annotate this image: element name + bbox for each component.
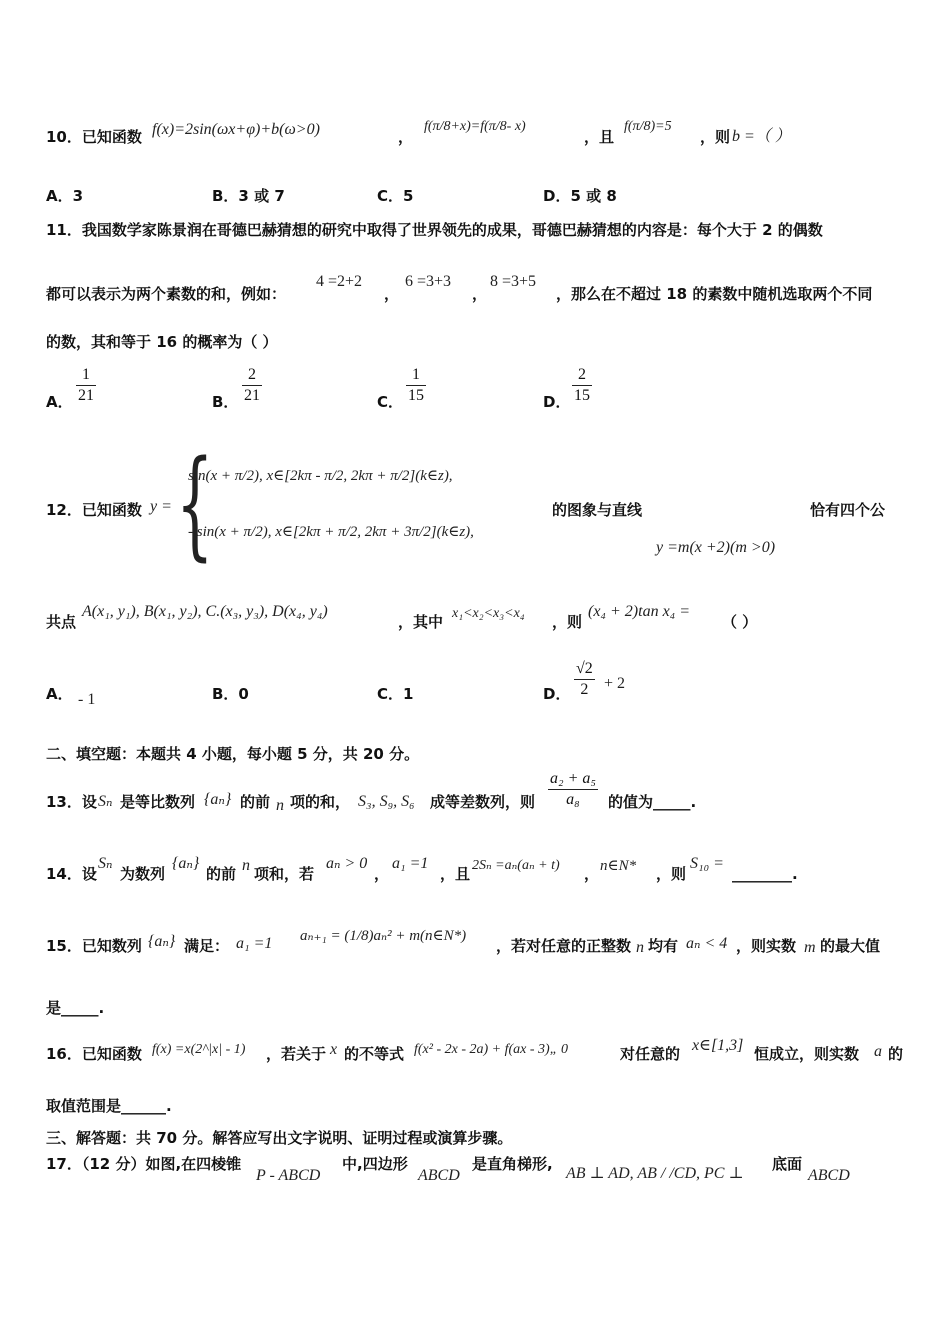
q11-line1: 11．我国数学家陈景润在哥德巴赫猜想的研究中取得了世界领先的成果，哥德巴赫猜想的内容是：每个大于 2 的偶数 bbox=[46, 221, 823, 239]
q11-line2a: 都可以表示为两个素数的和，例如： bbox=[46, 285, 287, 303]
q10-option-c[interactable]: C．5 bbox=[377, 187, 414, 205]
q12-option-d-frac: √2 2 bbox=[576, 660, 593, 698]
q13-frac: a₂ + a₅ a₈ bbox=[550, 770, 596, 808]
q10-eq2: f(π/8)=5 bbox=[624, 119, 672, 134]
q14-a: 14．设 bbox=[46, 865, 97, 883]
q15-an: {aₙ} bbox=[148, 933, 176, 950]
q14-b: 为数列 bbox=[120, 865, 166, 883]
q15-f: 的最大值 bbox=[820, 937, 881, 955]
q12-option-c[interactable]: C．1 bbox=[377, 685, 414, 703]
q13-n: n bbox=[276, 797, 284, 814]
q13-sn: Sₙ bbox=[98, 793, 113, 810]
q14-s10: S₁₀ = bbox=[690, 855, 724, 872]
q14-cond1: aₙ > 0 bbox=[326, 855, 368, 872]
q17-c: 是直角梯形, bbox=[472, 1155, 553, 1173]
q13-a: 13．设 bbox=[46, 793, 97, 811]
q15-g[interactable]: 是_____. bbox=[46, 999, 105, 1017]
q12-y: y = bbox=[150, 498, 172, 515]
q14-sn: Sₙ bbox=[98, 855, 113, 872]
q16-g[interactable]: 取值范围是______. bbox=[46, 1097, 172, 1115]
q15-rec: aₙ₊₁ = (1/8)aₙ² + m(n∈N*) bbox=[300, 928, 467, 944]
q16-x: x bbox=[330, 1041, 338, 1058]
q10-number: 10．已知函数 bbox=[46, 128, 142, 146]
section3-heading: 三、解答题：共 70 分。解答应写出文字说明、证明过程或演算步骤。 bbox=[46, 1129, 513, 1147]
q15-e: ，则实数 bbox=[736, 937, 797, 955]
q12-points: A(x₁, y₁), B(x₁, y₂), C.(x₃, y₃), D(x₄, y₄) bbox=[82, 603, 328, 620]
q17-abcd: ABCD bbox=[418, 1167, 460, 1184]
q10-comma: ， bbox=[398, 128, 414, 146]
q12-brace: { bbox=[176, 434, 214, 572]
q10-option-b[interactable]: B．3 或 7 bbox=[212, 187, 285, 205]
q15-a1: a₁ =1 bbox=[236, 935, 273, 952]
q12-text4: ，其中 bbox=[398, 613, 444, 631]
q11-line2b: ，那么在不超过 18 的素数中随机选取两个不同 bbox=[556, 285, 873, 303]
q15-m: m bbox=[804, 939, 816, 956]
q16-a: 16．已知函数 bbox=[46, 1045, 142, 1063]
q12-order: x₁<x₂<x₃<x₄ bbox=[452, 606, 525, 621]
q11-option-d-label[interactable]: D． bbox=[543, 393, 571, 411]
q15-n: n bbox=[636, 939, 644, 956]
q13-e: 成等差数列，则 bbox=[430, 793, 536, 811]
q11-ex1: 4 =2+2 bbox=[316, 273, 363, 290]
q17-a: 17．（12 分）如图,在四棱锥 bbox=[46, 1155, 242, 1173]
q13-c: 的前 bbox=[240, 793, 271, 811]
q14-an: {aₙ} bbox=[172, 855, 200, 872]
q16-av: a bbox=[874, 1043, 882, 1060]
q16-ineq: f(x² - 2x - 2a) + f(ax - 3)„ 0 bbox=[414, 1042, 568, 1057]
q10-option-a[interactable]: A．3 bbox=[46, 187, 84, 205]
q15-a: 15．已知数列 bbox=[46, 937, 142, 955]
q17-abcd2: ABCD bbox=[808, 1167, 850, 1184]
q11-option-b-label[interactable]: B． bbox=[212, 393, 239, 411]
q11-ex2: 6 =3+3 bbox=[405, 273, 452, 290]
q11-option-c-frac: 1 15 bbox=[408, 366, 424, 404]
q12-option-a[interactable]: A． bbox=[46, 685, 73, 703]
q16-range: x∈[1,3] bbox=[692, 1037, 744, 1054]
q10-then: ，则 bbox=[700, 128, 731, 146]
q17-d: 底面 bbox=[772, 1155, 803, 1173]
q14-d: 项和，若 bbox=[254, 865, 315, 883]
q14-c: 的前 bbox=[206, 865, 237, 883]
q16-func: f(x) =x(2^|x| - 1) bbox=[152, 1042, 246, 1057]
q11-sep1: ， bbox=[384, 285, 400, 303]
q11-option-a-label[interactable]: A． bbox=[46, 393, 73, 411]
q10-and: ，且 bbox=[584, 128, 615, 146]
q12-text5: ，则 bbox=[552, 613, 583, 631]
q16-e: 恒成立，则实数 bbox=[754, 1045, 860, 1063]
q10-func: f(x)=2sin(ωx+φ)+b(ω>0) bbox=[152, 121, 320, 138]
q12-text3: 共点 bbox=[46, 613, 77, 631]
q15-cond: aₙ < 4 bbox=[686, 935, 728, 952]
q14-cond4: n∈N* bbox=[600, 858, 637, 874]
q16-f: 的 bbox=[888, 1045, 904, 1063]
q17-cond: AB ⊥ AD, AB / /CD, PC ⊥ bbox=[566, 1165, 744, 1182]
q13-an: {aₙ} bbox=[204, 791, 232, 808]
q14-blank[interactable]: ________. bbox=[732, 865, 798, 883]
q11-option-b-frac: 2 21 bbox=[244, 366, 260, 404]
q14-n: n bbox=[242, 857, 250, 874]
q12-paren: （ ） bbox=[722, 613, 758, 631]
q15-b: 满足： bbox=[184, 937, 230, 955]
q11-ex3: 8 =3+5 bbox=[490, 273, 537, 290]
q11-option-d-frac: 2 15 bbox=[574, 366, 590, 404]
q10-option-d[interactable]: D．5 或 8 bbox=[543, 187, 617, 205]
q17-b: 中,四边形 bbox=[342, 1155, 408, 1173]
q12-option-b[interactable]: B．0 bbox=[212, 685, 249, 703]
q12-case1: sin(x + π/2), x∈[2kπ - π/2, 2kπ + π/2](k∈z), bbox=[188, 468, 453, 484]
q13-s: S₃, S₉, S₆ bbox=[358, 793, 415, 810]
q14-cond3: 2Sₙ =aₙ(aₙ + t) bbox=[472, 858, 560, 873]
q14-cond2: a₁ =1 bbox=[392, 855, 429, 872]
q14-f: ，则 bbox=[656, 865, 687, 883]
q12-case2: - sin(x + π/2), x∈[2kπ + π/2, 2kπ + 3π/2](k∈z), bbox=[188, 524, 474, 540]
q12-number: 12．已知函数 bbox=[46, 501, 142, 519]
q12-expr: (x₄ + 2)tan x₄ = bbox=[588, 603, 691, 620]
q16-d: 对任意的 bbox=[620, 1045, 681, 1063]
q13-d: 项的和， bbox=[290, 793, 351, 811]
q12-line: y =m(x +2)(m >0) bbox=[656, 539, 776, 556]
q13-f: 的值为_____. bbox=[608, 793, 697, 811]
q14-e: ，且 bbox=[440, 865, 471, 883]
q16-b: ，若关于 bbox=[266, 1045, 327, 1063]
section2-heading: 二、填空题：本题共 4 小题，每小题 5 分，共 20 分。 bbox=[46, 745, 420, 763]
q14-comma: ， bbox=[374, 865, 390, 883]
q11-option-a-frac: 1 21 bbox=[78, 366, 94, 404]
q11-option-c-label[interactable]: C． bbox=[377, 393, 404, 411]
q15-c: ，若对任意的正整数 bbox=[496, 937, 632, 955]
q16-c: 的不等式 bbox=[344, 1045, 405, 1063]
q17-p: P - ABCD bbox=[256, 1167, 321, 1184]
q12-text1: 的图象与直线 bbox=[552, 501, 643, 519]
q15-d: 均有 bbox=[648, 937, 679, 955]
q10-eq1: f(π/8+x)=f(π/8- x) bbox=[424, 119, 526, 134]
q12-text2: 恰有四个公 bbox=[810, 501, 886, 519]
q11-sep2: ， bbox=[472, 285, 488, 303]
q13-b: 是等比数列 bbox=[120, 793, 196, 811]
q12-option-d-plus: + 2 bbox=[604, 675, 626, 692]
q12-option-a-value: - 1 bbox=[78, 691, 96, 708]
q14-comma2: ， bbox=[584, 865, 600, 883]
q11-line3: 的数，其和等于 16 的概率为（ ） bbox=[46, 333, 278, 351]
q10-b: b =（ ） bbox=[732, 128, 791, 145]
q12-option-d[interactable]: D． bbox=[543, 685, 571, 703]
